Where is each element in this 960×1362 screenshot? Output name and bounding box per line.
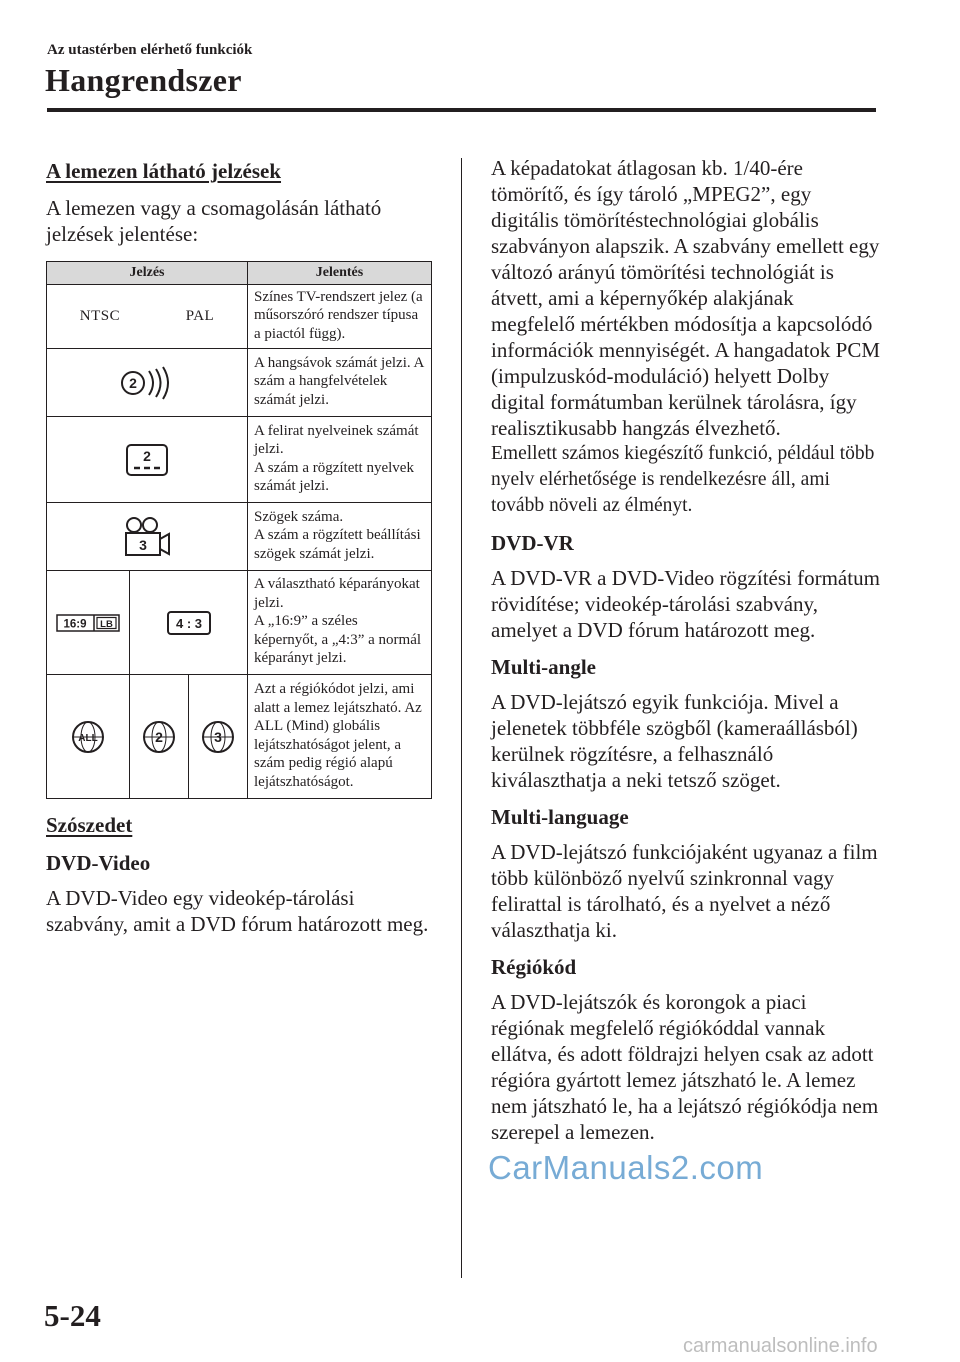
- symbol-table: [46, 261, 432, 799]
- extra-functions-paragraph: Emellett számos kiegészítő funkció, például több nyelv elérhetősége is rendelkezésre áll, ami tovább növeli az élményt.: [491, 443, 875, 516]
- table-cell-meaning: A választható képarányokat jelzi. A „16:9” a széles képernyőt, a „4:3” a normál képarányt jelzi.: [248, 571, 432, 675]
- section-title-glossary: Szószedet: [46, 813, 133, 837]
- region-2-label: 2: [155, 728, 163, 745]
- audio-tracks-icon: [47, 349, 248, 417]
- table-row: [47, 285, 432, 349]
- table-cell-meaning: Szögek száma. A szám a rögzített beállítási szögek számát jelzi.: [248, 503, 432, 571]
- left-column: [46, 155, 434, 937]
- watermark-footer: carmanualsonline.info: [683, 1335, 878, 1357]
- table-row: [47, 417, 432, 503]
- term-dvd-video-text: A DVD-Video egy videokép-tárolási szabvány, amit a DVD fórum határozott meg.: [46, 886, 429, 936]
- aspect-normal-label: 4 : 3: [175, 615, 202, 631]
- section-title-disc-marks: A lemezen látható jelzések: [46, 159, 282, 183]
- page-number: 5-24: [44, 1298, 101, 1333]
- region-3-label: 3: [214, 728, 222, 745]
- ntsc-label: NTSC: [79, 308, 121, 325]
- mpeg2-paragraph: A képadatokat átlagosan kb. 1/40-ére tömörítő, és így tároló „MPEG2”, egy digitális tömörítéstechnológiai globális szabványon alapszik. A szabvány emellett egy változó arányú tömörítési technológiát is átvett, ami a képernyőkép alakjának megfelelő mértékben módosítja a kapcsolódó információk mennyiségét. A hangadatok PCM (impulzuskód-moduláció) helyett Dolby digital formátumban kerülnek tárolásra, így realisztikusabb hangzás élvezhető.: [491, 156, 881, 440]
- term-dvd-vr: DVD-VR: [491, 531, 574, 555]
- table-row: [47, 503, 432, 571]
- camera-angles-count: 3: [139, 536, 147, 553]
- pal-label: PAL: [185, 308, 215, 325]
- table-header-row: [47, 262, 432, 285]
- table-cell-meaning: Azt a régiókódot jelzi, ami alatt a lemez lejátszható. Az ALL (Mind) globális lejátszhatóságot jelent, a szám pedig régió alapú lejátszhatóságot.: [248, 675, 432, 799]
- table-header-meaning: Jelentés: [248, 262, 432, 285]
- aspect-normal-icon: [130, 571, 248, 675]
- aspect-wide-icon: [47, 571, 130, 675]
- aspect-wide-label: 16:9: [63, 618, 87, 630]
- table-row: [47, 571, 432, 675]
- term-region-code: Régiókód: [491, 955, 577, 979]
- region-3-icon: [189, 675, 248, 799]
- region-all-label: ALL: [78, 732, 98, 744]
- term-multi-language-text: A DVD-lejátszó funkciójaként ugyanaz a film több különböző nyelvű szinkronnal vagy felirattal is tárolható, és a nyelvet a néző választhatja ki.: [491, 840, 878, 942]
- subtitle-languages-count: 2: [143, 447, 151, 464]
- page-title: Hangrendszer: [45, 62, 242, 98]
- region-2-icon: [130, 675, 189, 799]
- table-cell-meaning: A felirat nyelveinek számát jelzi. A szám a rögzített nyelvek számát jelzi.: [248, 417, 432, 503]
- letterbox-label: LB: [100, 618, 113, 630]
- term-dvd-video: DVD-Video: [46, 851, 151, 875]
- term-dvd-vr-text: A DVD-VR a DVD-Video rögzítési formátum rövidítése; videokép-tárolási szabvány, amelyet a DVD fórum határozott meg.: [491, 566, 880, 642]
- table-row: [47, 675, 432, 799]
- right-column: [491, 155, 881, 1145]
- table-cell-meaning: Színes TV-rendszert jelez (a műsorszóró rendszer típusa a piactól függ).: [248, 285, 432, 349]
- term-multi-angle: Multi-angle: [491, 655, 596, 679]
- subtitle-languages-icon: [47, 417, 248, 503]
- camera-angles-icon: [47, 503, 248, 571]
- term-multi-language: Multi-language: [491, 805, 629, 829]
- column-divider: [461, 158, 462, 1278]
- table-row: [47, 349, 432, 417]
- intro-paragraph: A lemezen vagy a csomagolásán látható jelzések jelentése:: [46, 196, 382, 246]
- table-cell-meaning: A hangsávok számát jelzi. A szám a hangfelvételek számát jelzi.: [248, 349, 432, 417]
- header-rule: [47, 108, 876, 112]
- table-header-symbol: Jelzés: [47, 262, 248, 285]
- watermark-logo: CarManuals2.com: [488, 1149, 764, 1186]
- header-subtitle: Az utastérben elérhető funkciók: [47, 42, 253, 58]
- term-region-code-text: A DVD-lejátszók és korongok a piaci régiónak megfelelő régiókóddal vannak ellátva, és adott földrajzi helyen csak az adott régióra gyártott lemez játszható le. A lemez nem játszható le, ha a lejátszó régiókódja nem szerepel a lemezen.: [491, 990, 879, 1144]
- tv-system-cell: [47, 285, 248, 349]
- region-all-icon: [47, 675, 130, 799]
- audio-tracks-count: 2: [129, 374, 137, 391]
- term-multi-angle-text: A DVD-lejátszó egyik funkciója. Mivel a jelenetek többféle szögből (kameraállásból) kerülnek rögzítésre, a felhasználó kiválaszthatja a neki tetsző szöget.: [491, 690, 858, 792]
